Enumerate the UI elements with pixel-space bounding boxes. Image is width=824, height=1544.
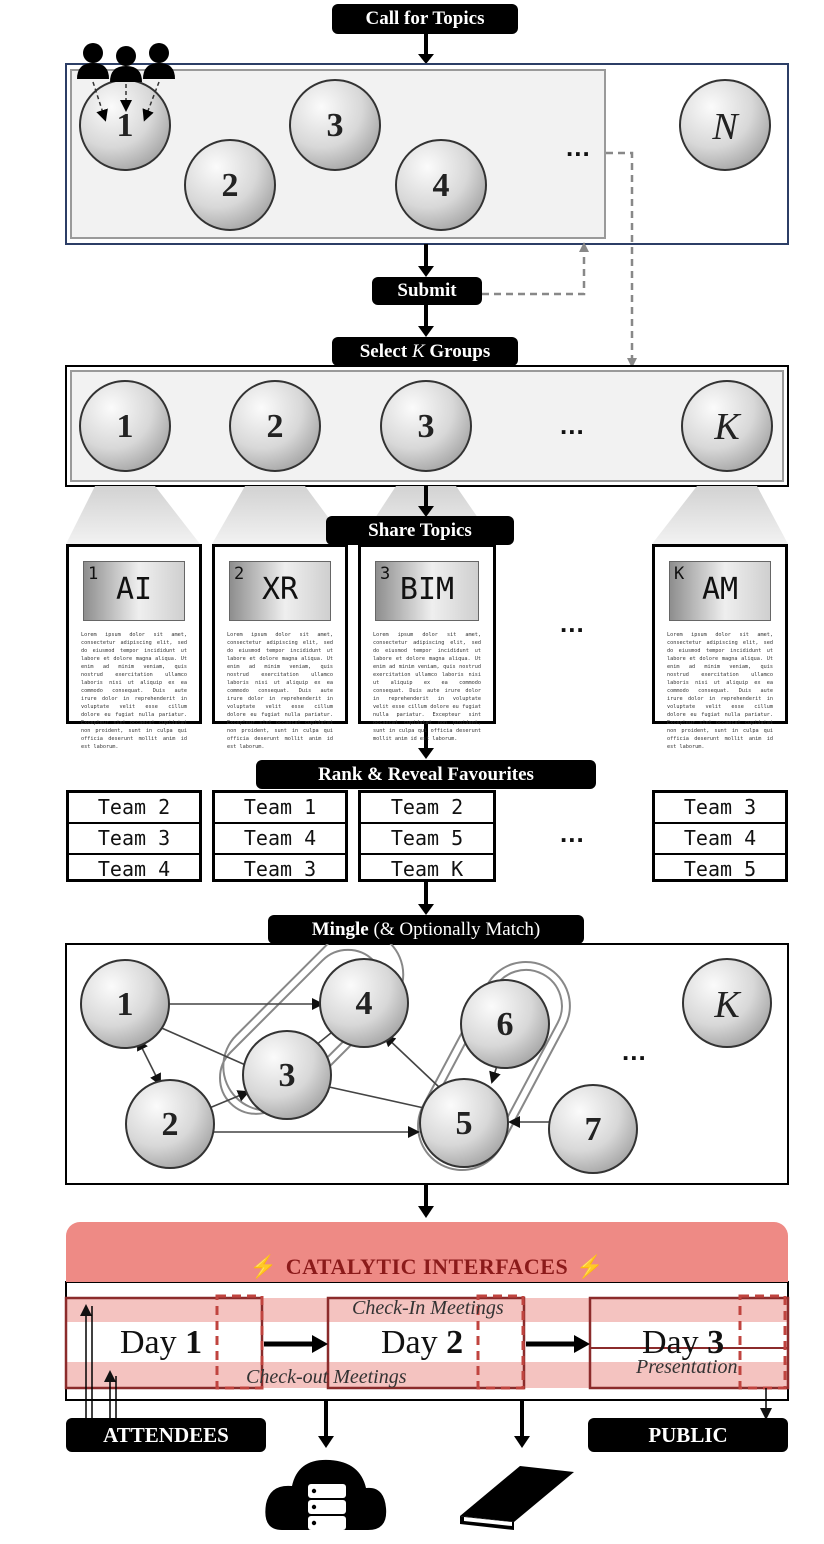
book-icon (460, 1466, 574, 1530)
share-topics-label: Share Topics (326, 516, 514, 545)
more-cards-ellipsis: ... (560, 608, 585, 638)
topic-card: K AM Lorem ipsum dolor sit amet, consectetur adipiscing elit, sed do eiusmod tempor incididunt ut labore et dolore magna aliqua. Ut enim ad minim veniam, quis nostrud exercitation ullamco laboris nisi ut aliquip ex ea commodo consequat. Duis aute irure dolor in reprehenderit in voluptate velit esse cillum dolore eu fugiat nulla pariatur. Excepteur sint occaecat cupidatat non proident, sunt in culpa qui officia deserunt mollit anim id est laborum. (652, 544, 788, 724)
ranking-row: Team 4 (97, 857, 171, 881)
rank-reveal-label: Rank & Reveal Favourites (256, 760, 596, 789)
day-3-label: Day 3 (642, 1324, 725, 1361)
topic-card: 3 BIM Lorem ipsum dolor sit amet, consectetur adipiscing elit, sed do eiusmod tempor incididunt ut labore et dolore magna aliqua. Ut enim ad minim veniam, quis nostrud exercitation ullamco laboris nisi ut aliquip ex ea commodo consequat. Duis aute irure dolor in reprehenderit in voluptate velit esse cillum dolore eu fugiat nulla pariatur. Excepteur sint occaecat cupidatat non proident, sunt in culpa qui officia deserunt mollit anim id est laborum. (358, 544, 496, 724)
call-for-topics-label: Call for Topics (332, 4, 518, 34)
catalytic-interfaces-banner: ⚡ CATALYTIC INTERFACES ⚡ (66, 1222, 788, 1282)
topic-node-1-label: 1 (116, 107, 134, 144)
mingle-node-6-label: 6 (496, 1006, 514, 1043)
mingle-node-1-label: 1 (116, 986, 134, 1023)
presentation-label: Presentation (636, 1356, 738, 1378)
check-in-meetings-label: Check-In Meetings (352, 1297, 504, 1319)
topic-card: 2 XR Lorem ipsum dolor sit amet, consectetur adipiscing elit, sed do eiusmod tempor incididunt ut labore et dolore magna aliqua. Ut enim ad minim veniam, quis nostrud exercitation ullamco laboris nisi ut aliquip ex ea commodo consequat. Duis aute irure dolor in reprehenderit in voluptate velit esse cillum dolore eu fugiat nulla pariatur. Excepteur sint occaecat cupidatat non proident, sunt in culpa qui officia deserunt mollit anim id est laborum. (212, 544, 348, 724)
resubmit-arrow (482, 244, 584, 294)
mingle-node-2-label: 2 (161, 1106, 179, 1143)
ranking-row: Team 5 (361, 824, 493, 855)
mingle-node-5-label: 5 (455, 1105, 473, 1142)
ranking-row: Team 3 (243, 857, 317, 881)
ranking-row: Team K (390, 857, 464, 881)
mingle-node-7-label: 7 (584, 1111, 602, 1148)
mingle-node-3-label: 3 (278, 1057, 296, 1094)
ranking-row: Team 5 (683, 857, 757, 881)
ranking-row: Team 4 (655, 824, 785, 855)
select-groups-label: Select K Groups (332, 337, 518, 366)
ranking-row: Team 2 (69, 793, 199, 824)
topic-node-3-label: 3 (326, 107, 344, 144)
ranking-row: Team 4 (215, 824, 345, 855)
topic-node-n-label: N (712, 106, 738, 148)
ranking-row: Team 3 (655, 793, 785, 824)
ranking-list (652, 790, 788, 882)
attendees-label: ATTENDEES (66, 1418, 266, 1452)
more-groups-ellipsis: ... (560, 410, 585, 440)
topic-card: 1 AI Lorem ipsum dolor sit amet, consectetur adipiscing elit, sed do eiusmod tempor incididunt ut labore et dolore magna aliqua. Ut enim ad minim veniam, quis nostrud exercitation ullamco laboris nisi ut aliquip ex ea commodo consequat. Duis aute irure dolor in reprehenderit in voluptate velit esse cillum dolore eu fugiat nulla pariatur. Excepteur sint occaecat cupidatat non proident, sunt in culpa qui officia deserunt mollit anim id est laborum. (66, 544, 202, 724)
group-node-k-label: K (714, 406, 740, 448)
more-rankings-ellipsis: ... (560, 818, 585, 848)
more-nodes-ellipsis: ... (622, 1036, 647, 1066)
lightning-icon: ⚡ (249, 1254, 278, 1279)
group-node-2-label: 2 (266, 408, 284, 445)
ranking-list (212, 790, 348, 882)
more-topics-ellipsis: ... (566, 132, 591, 162)
ranking-row: Team 1 (215, 793, 345, 824)
cloud-database-icon (265, 1460, 386, 1530)
submit-label: Submit (372, 277, 482, 305)
topic-node-4-label: 4 (432, 167, 450, 204)
mingle-node-4-label: 4 (355, 985, 373, 1022)
group-node-3-label: 3 (417, 408, 435, 445)
ranking-row: Team 2 (361, 793, 493, 824)
group-node-1-label: 1 (116, 408, 134, 445)
day-2-label: Day 2 (381, 1324, 464, 1361)
ranking-list (358, 790, 496, 882)
public-label: PUBLIC (588, 1418, 788, 1452)
lightning-icon: ⚡ (576, 1254, 605, 1279)
ranking-row: Team 3 (69, 824, 199, 855)
mingle-label: Mingle (& Optionally Match) (268, 915, 584, 944)
people-icon (77, 43, 175, 82)
mingle-node-k-label: K (714, 984, 740, 1026)
check-out-meetings-label: Check-out Meetings (246, 1366, 407, 1388)
day-1-label: Day 1 (120, 1324, 203, 1361)
topic-node-2-label: 2 (221, 167, 239, 204)
ranking-list (66, 790, 202, 882)
